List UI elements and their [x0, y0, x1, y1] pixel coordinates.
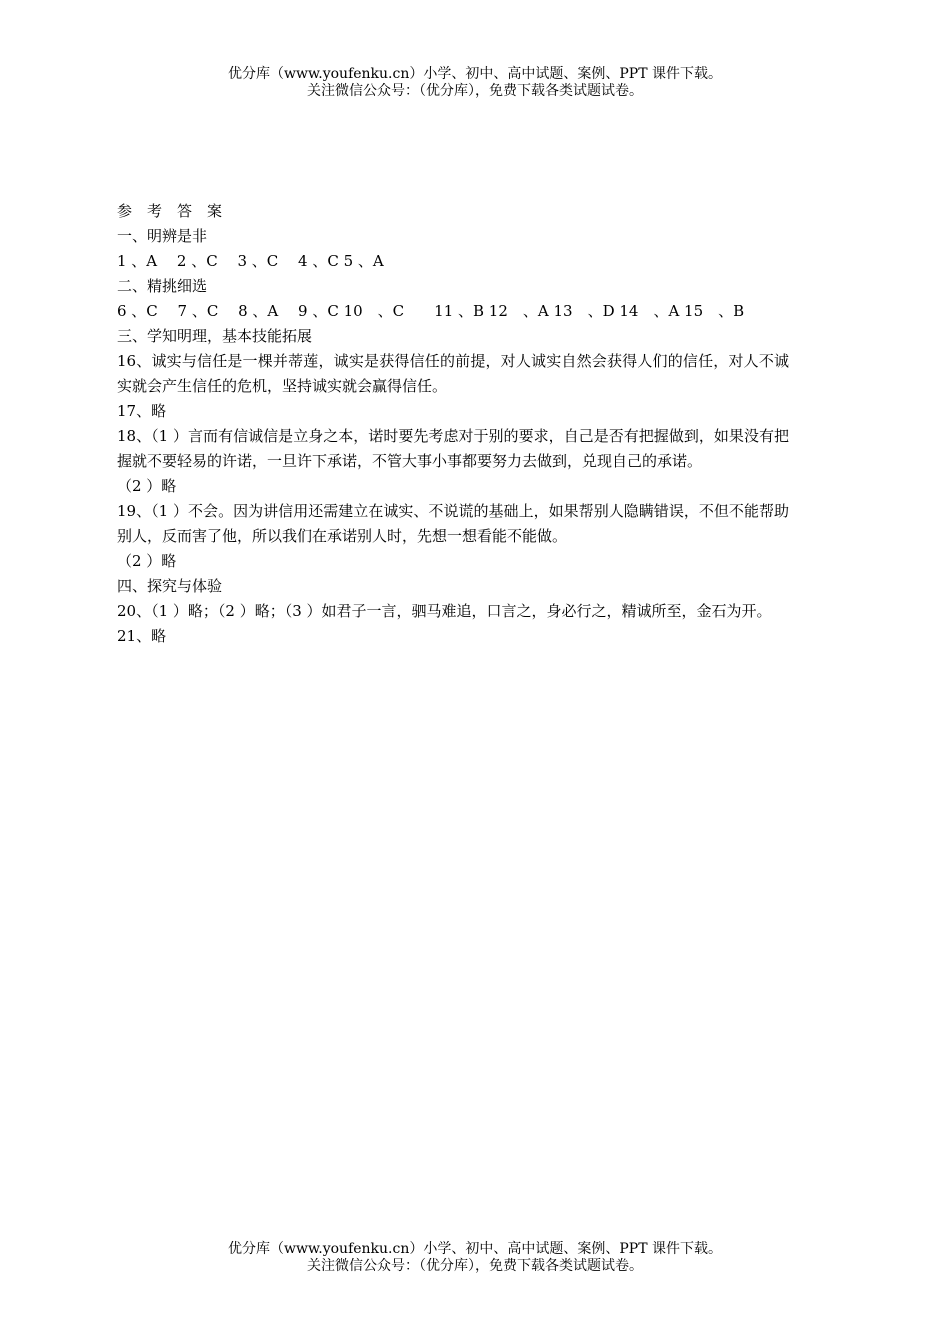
section-4-heading: 四、探究与体验 — [117, 577, 223, 595]
section-1-answers: 1 、A 2 、C 3 、C 4 、C 5 、A — [117, 252, 384, 270]
answer-key-title: 参 考 答 案 — [117, 202, 223, 220]
page-header — [0, 66, 950, 100]
answer-18-part-2: （2 ）略 — [117, 477, 177, 495]
answer-19-part-1: 19、（1 ）不会。因为讲信用还需建立在诚实、不说谎的基础上，如果帮别人隐瞒错误，不但不能帮助别人，反而害了他，所以我们在承诺别人时，先想一想看能不能做。 — [117, 502, 789, 545]
section-2-heading: 二、精挑细选 — [117, 277, 208, 295]
answer-17: 17、略 — [117, 402, 167, 420]
answer-19-part-2: （2 ）略 — [117, 552, 177, 570]
section-2-answers: 6 、C 7 、C 8 、A 9 、C 10 、C 11 、B 12 、A 13 、D 14 、A 15 、B — [117, 302, 745, 320]
answer-16: 16、诚实与信任是一棵并蒂莲，诚实是获得信任的前提，对人诚实自然会获得人们的信任，对人不诚实就会产生信任的危机，坚持诚实就会赢得信任。 — [117, 352, 789, 395]
page-footer — [0, 1241, 950, 1275]
answer-20: 20、（1 ）略；（2 ）略；（3 ）如君子一言，驷马难追，口言之，身必行之，精诚所至，金石为开。 — [117, 602, 772, 620]
section-1-heading: 一、明辨是非 — [117, 227, 208, 245]
footer-line-2: 关注微信公众号：（优分库），免费下载各类试题试卷。 — [307, 1258, 643, 1274]
footer-line-1: 优分库（www.youfenku.cn）小学、初中、高中试题、案例、PPT 课件下载。 — [227, 1241, 722, 1257]
header-line-2: 关注微信公众号：（优分库），免费下载各类试题试卷。 — [307, 83, 643, 99]
answer-18-part-1: 18、（1 ）言而有信诚信是立身之本，诺时要先考虑对于别的要求，自己是否有把握做到，如果没有把握就不要轻易的许诺，一旦许下承诺，不管大事小事都要努力去做到，兑现自己的承诺。 — [117, 427, 789, 470]
header-line-1: 优分库（www.youfenku.cn）小学、初中、高中试题、案例、PPT 课件下载。 — [227, 66, 722, 82]
section-3-heading: 三、学知明理，基本技能拓展 — [117, 327, 313, 345]
answer-21: 21、略 — [117, 627, 167, 645]
answer-key — [117, 199, 789, 649]
